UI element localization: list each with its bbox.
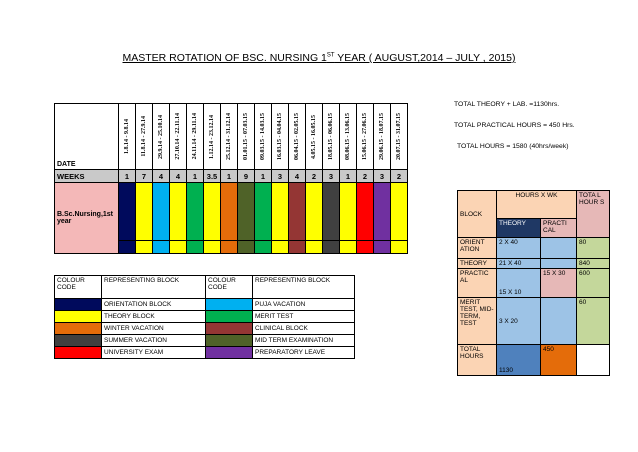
rotation-block-lower [272,241,289,254]
week-cell: 1 [340,170,357,183]
date-cell [136,104,153,170]
legend-label: UNIVERSITY EXAM [102,347,206,359]
date-cell [119,104,136,170]
legend-swatch [206,335,253,347]
rotation-block-lower [255,241,272,254]
row-total-practical: 600 [577,269,610,298]
rotation-block-lower [306,241,323,254]
rotation-block [136,183,153,241]
legend-row [55,311,355,323]
rotation-block-lower [119,241,136,254]
rotation-block-lower [238,241,255,254]
legend-swatch [206,347,253,359]
week-cell: 1 [221,170,238,183]
week-cell: 1 [187,170,204,183]
week-cell: 3 [272,170,289,183]
date-cell [238,104,255,170]
row-total-theory: 840 [577,259,610,269]
week-cell: 3 [374,170,391,183]
date-text: 4.05.15 - 16.05.15 [311,114,317,159]
row-practical-total: 450 [541,345,577,376]
rotation-block-lower [136,241,153,254]
legend-label: CLINICAL BLOCK [253,323,355,335]
legend-label: THEORY BLOCK [102,311,206,323]
date-cell [340,104,357,170]
legend-swatch [55,323,102,335]
rotation-block-lower [204,241,221,254]
date-cell [306,104,323,170]
rotation-block [153,183,170,241]
total-hours-header: TOTA L HOUR S [577,191,610,238]
legend-swatch [206,311,253,323]
date-text: 24.11.14 - 29.11.14 [192,113,198,160]
row-practical-orientation [541,238,577,259]
legend-swatch [206,299,253,311]
rotation-block [323,183,340,241]
row-practical-theory [541,259,577,269]
week-cell: 3.5 [204,170,221,183]
legend-table [54,275,355,359]
date-text: 29.9.14 - 25.10.14 [158,114,164,159]
row-total-total [577,345,610,376]
rotation-block [119,183,136,241]
date-text: 01.01.15 - 07.03.15 [243,113,249,160]
total-theory: TOTAL THEORY + LAB. =1130hrs. [454,101,560,108]
legend-header-colour-1: COLOUR CODE [55,276,102,299]
week-cell: 2 [391,170,408,183]
row-block-orientation: ORIENT ATION [458,238,497,259]
rotation-block-lower [340,241,357,254]
legend-swatch [206,323,253,335]
date-cell [204,104,221,170]
group-label: B.Sc.Nursing,1st year [55,183,119,254]
date-text: 18.05.15 - 06.06.15 [328,113,334,160]
row-total-merit: 60 [577,298,610,345]
legend-header-colour-2: COLOUR CODE [206,276,253,299]
date-text: 11.8.14 - 27.9.14 [141,116,147,157]
legend-swatch [55,347,102,359]
row-block-merit: MERIT TEST, MID- TERM, TEST [458,298,497,345]
date-text: 25.12.14 - 31.12.14 [226,113,232,160]
rotation-block-lower [391,241,408,254]
date-cell [391,104,408,170]
rotation-block [272,183,289,241]
date-cell [221,104,238,170]
legend-row [55,299,355,311]
week-cell: 2 [306,170,323,183]
rotation-block [289,183,306,241]
date-cell [357,104,374,170]
week-cell: 1 [119,170,136,183]
rotation-block [357,183,374,241]
hours-x-wk-header: HOURS X WK [497,191,577,219]
legend-label: PUJA VACATION [253,299,355,311]
date-text: 27.10.14 - 22.11.14 [175,113,181,160]
legend-header-block-1: REPRESENTING BLOCK [102,276,206,299]
week-cell: 3 [323,170,340,183]
legend-label: MERIT TEST [253,311,355,323]
hours-table [457,190,610,376]
rotation-block [255,183,272,241]
date-text: 16.03.15 - 04.04.15 [277,113,283,160]
legend-label: SUMMER VACATION [102,335,206,347]
week-cell: 4 [153,170,170,183]
date-cell [153,104,170,170]
rotation-block [374,183,391,241]
date-cell [187,104,204,170]
rotation-block [238,183,255,241]
legend-label: PREPARATORY LEAVE [253,347,355,359]
rotation-block [221,183,238,241]
rotation-block-lower [187,241,204,254]
date-text: 1.12.14 - 23.12.14 [209,114,215,159]
date-text: 09.03.15 - 14.03.15 [260,113,266,160]
row-theory-theory: 21 X 40 [497,259,541,269]
rotation-block-lower [374,241,391,254]
date-text: 06.04.15 - 02.05.15 [294,113,300,160]
row-block-practical: PRACTIC AL [458,269,497,298]
date-text: 20.07.15 - 31.07.15 [396,113,402,160]
row-theory-orientation: 2 X 40 [497,238,541,259]
date-text: 1.8.14 - 9.8.14 [124,119,130,154]
date-text: 29.06.15 - 18.07.15 [379,113,385,160]
legend-swatch [55,299,102,311]
legend-label: MID TERM EXAMINATION [253,335,355,347]
row-theory-practical: 15 X 10 [497,269,541,298]
legend-row [55,323,355,335]
rotation-block-lower [153,241,170,254]
legend-header-block-2: REPRESENTING BLOCK [253,276,355,299]
row-block-total: TOTAL HOURS [458,345,497,376]
rotation-block-lower [357,241,374,254]
legend-row [55,347,355,359]
legend-row [55,335,355,347]
row-theory-total: 1130 [497,345,541,376]
week-cell: 4 [170,170,187,183]
row-practical-merit [541,298,577,345]
date-cell [323,104,340,170]
rotation-block [391,183,408,241]
week-cell: 1 [255,170,272,183]
week-cell: 2 [357,170,374,183]
practical-header: PRACTI CAL [541,219,577,238]
total-hours: TOTAL HOURS = 1580 (40hrs/week) [457,143,569,150]
page-title: MASTER ROTATION OF BSC. NURSING 1ST YEAR ( AUGUST,2014 – JULY , 2015) [122,52,516,64]
date-cell [289,104,306,170]
week-cell: 4 [289,170,306,183]
total-practical: TOTAL PRACTICAL HOURS = 450 Hrs. [454,122,575,129]
rotation-block-lower [289,241,306,254]
rotation-block [340,183,357,241]
rotation-block-lower [221,241,238,254]
rotation-block-lower [170,241,187,254]
hours-block-header: BLOCK [458,191,497,238]
legend-swatch [55,311,102,323]
row-block-theory: THEORY [458,259,497,269]
rotation-table [54,103,408,254]
date-label: DATE [55,104,119,170]
date-cell [272,104,289,170]
date-text: 15.06.15 - 27.06.15 [362,113,368,160]
week-cell: 9 [238,170,255,183]
weeks-label: WEEKS [55,170,119,183]
date-cell [374,104,391,170]
rotation-block [187,183,204,241]
theory-header: THEORY [497,219,541,238]
rotation-block [306,183,323,241]
row-total-orientation: 80 [577,238,610,259]
legend-swatch [55,335,102,347]
date-cell [170,104,187,170]
row-practical-practical: 15 X 30 [541,269,577,298]
rotation-block [170,183,187,241]
legend-label: ORIENTATION BLOCK [102,299,206,311]
date-text: 08.06.15 - 13.06.15 [345,113,351,160]
week-cell: 7 [136,170,153,183]
rotation-block-lower [323,241,340,254]
rotation-block [204,183,221,241]
legend-label: WINTER VACATION [102,323,206,335]
date-cell [255,104,272,170]
row-theory-merit: 3 X 20 [497,298,541,345]
